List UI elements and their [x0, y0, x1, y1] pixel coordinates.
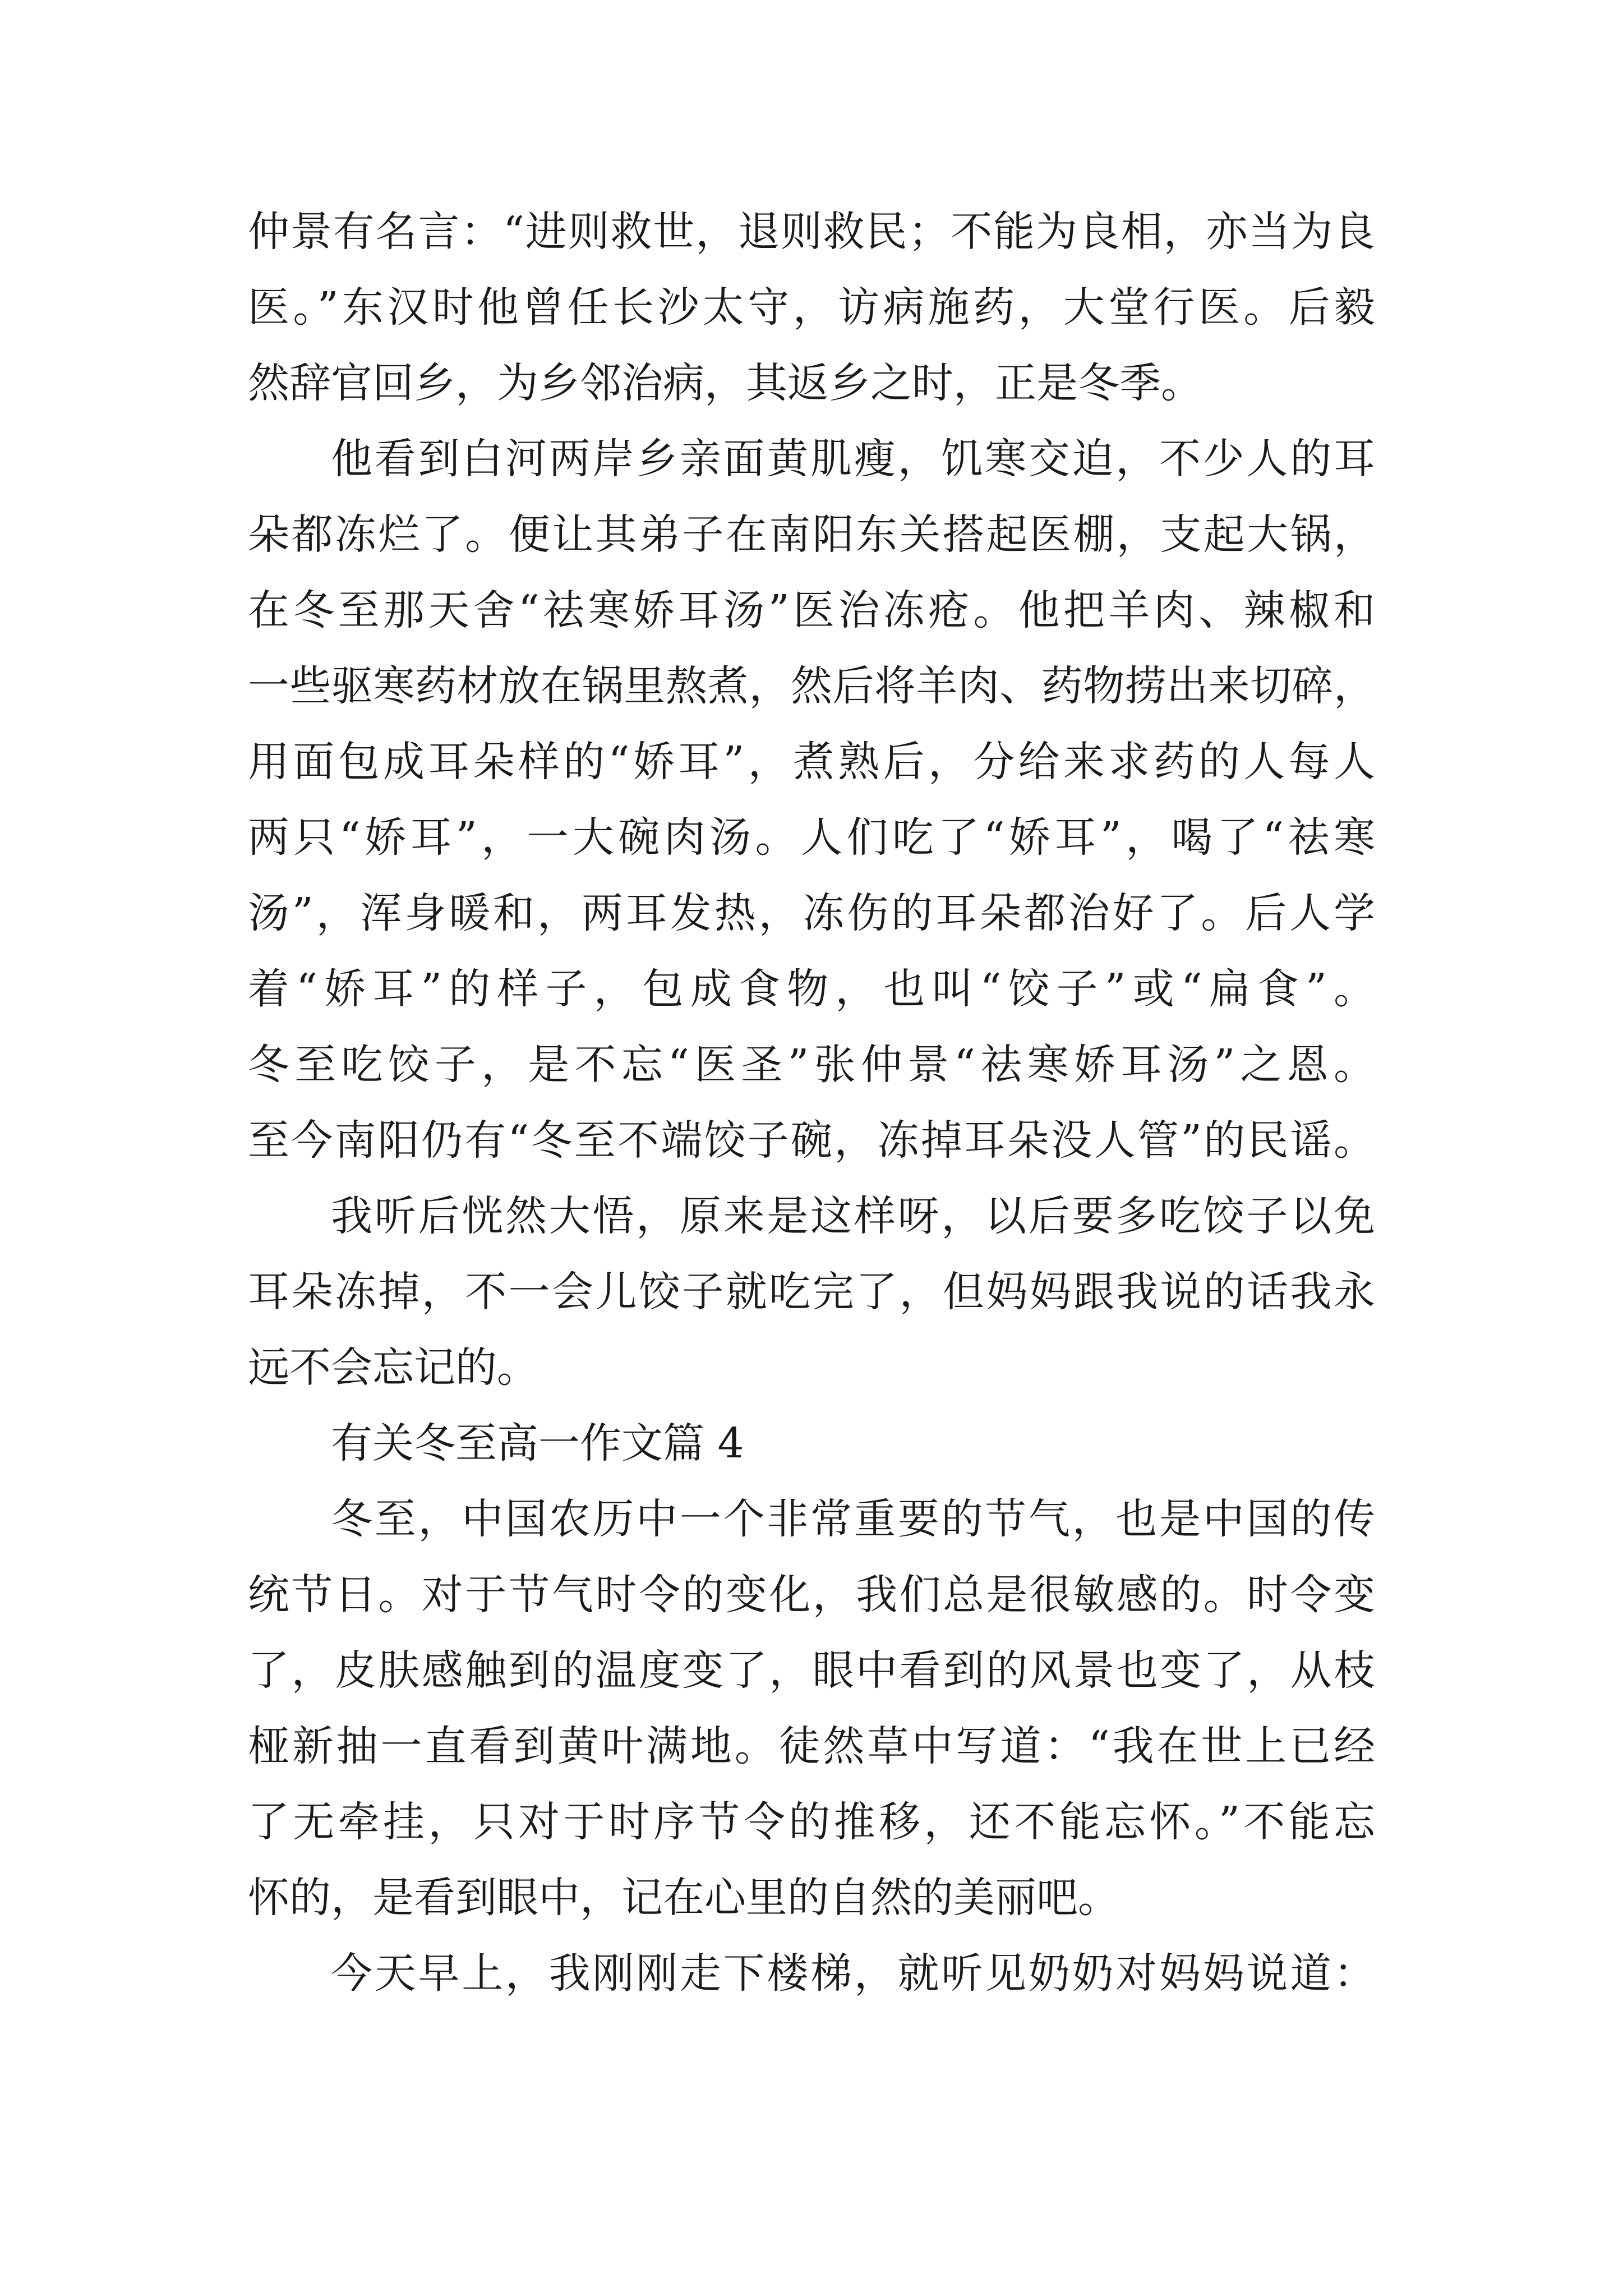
- text-line: 他看到白河两岸乡亲面黄肌瘦，饥寒交迫，不少人的耳: [331, 435, 1375, 483]
- text-line: 远不会忘记的。: [248, 1343, 538, 1392]
- text-line: 汤”，浑身暖和，两耳发热，冻伤的耳朵都治好了。后人学: [248, 889, 1375, 937]
- text-line: 今天早上，我刚刚走下楼梯，就听见奶奶对妈妈说道：: [331, 1949, 1375, 1998]
- text-line: 怀的，是看到眼中，记在心里的自然的美丽吧。: [248, 1874, 1119, 1922]
- text-line: 了，皮肤感触到的温度变了，眼中看到的风景也变了，从枝: [248, 1646, 1375, 1695]
- text-line: 有关冬至高一作文篇 4: [331, 1419, 744, 1467]
- text-line: 了无牵挂，只对于时序节令的推移，还不能忘怀。”不能忘: [248, 1798, 1375, 1846]
- text-line: 耳朵冻掉，不一会儿饺子就吃完了，但妈妈跟我说的话我永: [248, 1268, 1375, 1316]
- text-line: 然辞官回乡，为乡邻治病，其返乡之时，正是冬季。: [248, 359, 1202, 407]
- text-line: 在冬至那天舍“祛寒娇耳汤”医治冻疮。他把羊肉、辣椒和: [248, 586, 1375, 634]
- text-line: 两只“娇耳”，一大碗肉汤。人们吃了“娇耳”，喝了“祛寒: [248, 813, 1375, 862]
- text-line: 统节日。对于节气时令的变化，我们总是很敏感的。时令变: [248, 1571, 1375, 1619]
- text-line: 着“娇耳”的样子，包成食物，也叫“饺子”或“扁食”。: [248, 965, 1375, 1013]
- text-line: 用面包成耳朵样的“娇耳”，煮熟后，分给来求药的人每人: [248, 738, 1375, 786]
- text-line: 桠新抽一直看到黄叶满地。徒然草中写道：“我在世上已经: [248, 1722, 1375, 1770]
- text-line: 我听后恍然大悟，原来是这样呀，以后要多吃饺子以免: [331, 1192, 1375, 1240]
- text-line: 至今南阳仍有“冬至不端饺子碗，冻掉耳朵没人管”的民谣。: [248, 1116, 1375, 1165]
- text-line: 一些驱寒药材放在锅里熬煮，然后将羊肉、药物捞出来切碎，: [248, 662, 1375, 710]
- text-line: 朵都冻烂了。便让其弟子在南阳东关搭起医棚，支起大锅，: [248, 510, 1375, 559]
- text-line: 冬至吃饺子，是不忘“医圣”张仲景“祛寒娇耳汤”之恩。: [248, 1041, 1375, 1089]
- text-line: 冬至，中国农历中一个非常重要的节气，也是中国的传: [331, 1495, 1375, 1543]
- text-line: 仲景有名言：“进则救世，退则救民；不能为良相，亦当为良: [248, 208, 1375, 256]
- text-line: 医。”东汉时他曾任长沙太守，访病施药，大堂行医。后毅: [248, 283, 1375, 332]
- document-body: [248, 194, 1375, 2012]
